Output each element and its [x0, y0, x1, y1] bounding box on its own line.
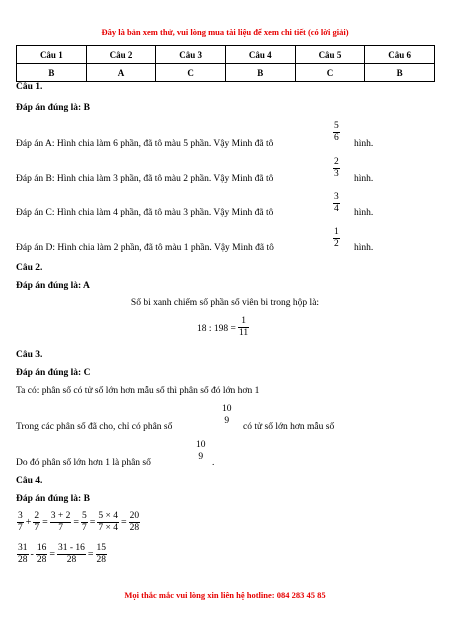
answer-table	[16, 45, 435, 82]
fraction-numerator: 20	[129, 511, 140, 521]
q3-line2-pre: Trong các phân số đã cho, chỉ có phân số	[16, 422, 173, 432]
fraction: 1 2	[334, 227, 339, 249]
q1-option-d-suffix: hình.	[354, 243, 374, 253]
q1-option-d: Đáp án D: Hình chia làm 2 phần, đã tô màu 1 phần. Vậy Minh đã tô	[16, 243, 274, 253]
fraction: 10 9	[196, 440, 206, 462]
q4-title: Câu 4.	[16, 476, 43, 486]
hotline-banner: Mọi thắc mắc vui lòng xin liên hệ hotline: 084 283 45 85	[124, 590, 326, 600]
q1-title: Câu 1.	[16, 82, 43, 92]
q2-title: Câu 2.	[16, 263, 43, 273]
q1-option-b-suffix: hình.	[354, 174, 374, 184]
math-operator: =	[49, 549, 55, 560]
fraction	[129, 511, 141, 534]
table-header-cell: Câu 3	[156, 46, 226, 64]
q2-text: Số bi xanh chiếm số phần số viên bi trong hộp là:	[130, 298, 320, 308]
table-answer-cell: A	[86, 64, 156, 82]
q1-answer: Đáp án đúng là: B	[16, 103, 90, 113]
table-header-cell: Câu 6	[365, 46, 435, 64]
fraction-denominator: 7	[18, 523, 23, 533]
math-operator: =	[89, 517, 96, 528]
q1-option-a-suffix: hình.	[354, 139, 374, 149]
q3-answer: Đáp án đúng là: C	[16, 368, 91, 378]
table-answer-cell: C	[295, 64, 365, 82]
math-operator: =	[121, 517, 127, 528]
table-header-cell: Câu 5	[295, 46, 365, 64]
table-header-cell: Câu 1	[17, 46, 87, 64]
q4-answer: Đáp án đúng là: B	[16, 494, 90, 504]
fraction	[97, 511, 119, 534]
table-header-cell: Câu 2	[86, 46, 156, 64]
table-answer-cell: C	[156, 64, 226, 82]
fraction-numerator: 16	[36, 543, 47, 553]
fraction	[17, 543, 29, 566]
fraction	[81, 511, 88, 534]
q1-option-c-suffix: hình.	[354, 208, 374, 218]
fraction-denominator: 28	[129, 523, 140, 533]
table-header-cell: Câu 4	[225, 46, 295, 64]
fraction-denominator: 7	[34, 523, 40, 533]
fraction-denominator: 7	[82, 523, 87, 533]
q4-expression-1	[16, 511, 141, 534]
fraction: 3 4	[334, 192, 339, 214]
q1-option-b: Đáp án B: Hình chia làm 3 phần, đã tô màu 2 phần. Vậy Minh đã tô	[16, 174, 274, 184]
fraction	[50, 511, 72, 534]
fraction	[57, 543, 86, 566]
q4-expression-2	[16, 543, 108, 566]
fraction	[36, 543, 48, 566]
q2-expression: 18 : 198 =	[197, 324, 236, 334]
fraction	[96, 543, 108, 566]
fraction-numerator: 15	[96, 543, 107, 553]
q2-answer: Đáp án đúng là: A	[16, 281, 90, 291]
fraction-denominator: 28	[96, 555, 107, 565]
fraction: 2 3	[334, 157, 339, 179]
fraction-numerator: 31 - 16	[57, 543, 85, 553]
table-answer-cell: B	[17, 64, 87, 82]
fraction: 10 9	[222, 404, 232, 426]
q1-option-a: Đáp án A: Hình chia làm 6 phần, đã tô màu 5 phần. Vậy Minh đã tô	[16, 139, 274, 149]
math-operator: +	[25, 517, 32, 528]
fraction	[17, 511, 24, 534]
table-answer-cell: B	[365, 64, 435, 82]
fraction-numerator: 5 × 4	[98, 511, 119, 521]
answer-table-header-row	[17, 46, 435, 64]
q3-line1: Ta có: phân số có tử số lớn hơn mẫu số thì phân số đó lớn hơn 1	[16, 386, 260, 396]
fraction: 5 6	[334, 121, 339, 143]
fraction-denominator: 28	[66, 555, 77, 565]
fraction	[33, 511, 40, 534]
q3-line3-pre: Do đó phân số lớn hơn 1 là phân số	[16, 458, 151, 468]
table-answer-cell: B	[225, 64, 295, 82]
math-operator: =	[42, 517, 48, 528]
fraction-numerator: 5	[82, 511, 87, 521]
math-operator: =	[87, 549, 94, 560]
q3-title: Câu 3.	[16, 350, 43, 360]
math-operator: -	[30, 549, 34, 560]
q1-option-c: Đáp án C: Hình chia làm 4 phần, đã tô màu 3 phần. Vậy Minh đã tô	[16, 208, 274, 218]
q3-line2-post: có tử số lớn hơn mẫu số	[243, 422, 335, 432]
fraction-denominator: 28	[18, 555, 28, 565]
fraction: 1 11	[239, 316, 249, 338]
math-operator: =	[73, 517, 80, 528]
fraction-denominator: 7	[58, 523, 63, 533]
fraction-numerator: 3 + 2	[50, 511, 71, 521]
q3-line3-post: .	[212, 458, 215, 468]
preview-banner: Đây là bản xem thử, vui lòng mua tài liệu để xem chi tiết (có lời giải)	[101, 27, 349, 37]
answer-table-answer-row	[17, 64, 435, 82]
fraction-denominator: 28	[36, 555, 47, 565]
fraction-numerator: 31	[18, 543, 28, 553]
fraction-denominator: 7 × 4	[98, 523, 119, 533]
fraction-numerator: 3	[18, 511, 23, 521]
fraction-numerator: 2	[34, 511, 40, 521]
